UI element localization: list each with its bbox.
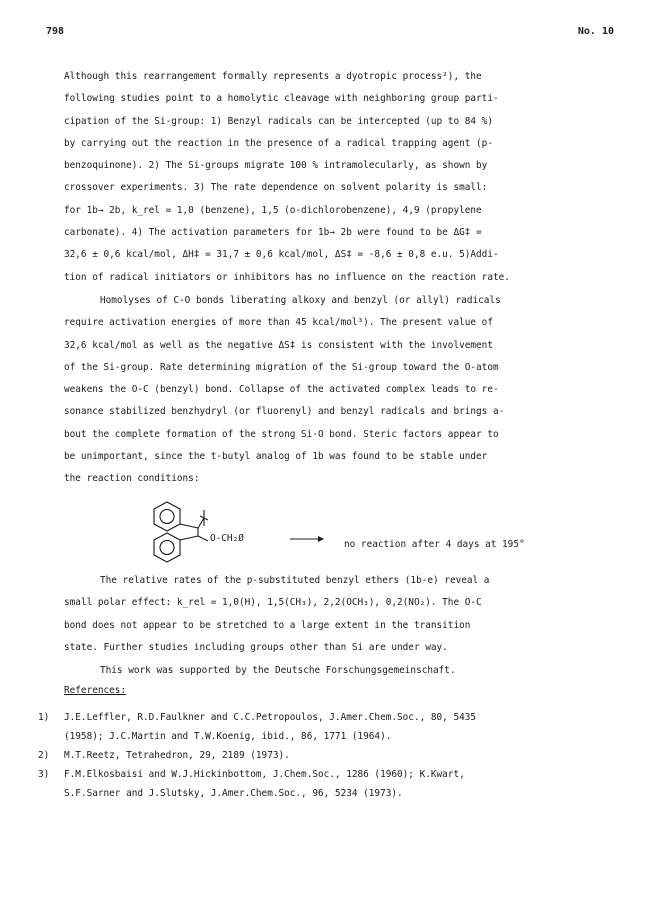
text-line: weakens the O-C (benzyl) bond. Collapse of the activated complex leads to re-	[64, 384, 499, 396]
references-heading: References:	[64, 685, 127, 696]
text-line: following studies point to a homolytic cleavage with neighboring group parti-	[64, 93, 499, 105]
text-line: bout the complete formation of the strong Si-O bond. Steric factors appear to	[64, 428, 499, 440]
fluorenyl-structure	[154, 502, 208, 562]
reference-number: 3)	[38, 769, 50, 780]
text-line: state. Further studies including groups other than Si are under way.	[64, 641, 448, 653]
tbutyl-bond	[198, 518, 204, 528]
text-line: cipation of the Si-group: 1) Benzyl radicals can be intercepted (up to 84 %)	[64, 115, 493, 127]
reaction-scheme	[140, 500, 600, 570]
reference-text: F.M.Elkosbaisi and W.J.Hickinbottom, J.Chem.Soc., 1286 (1960); K.Kwart, S.F.Sarner and J.Slutsky, J.Amer.Chem.Soc., 96, 5234 (1973).	[64, 769, 465, 799]
text-line: 32,6 kcal/mol as well as the negative ΔS‡ is consistent with the involvement	[64, 339, 493, 351]
text-line: carbonate). 4) The activation parameters for 1b→ 2b were found to be ΔG‡ =	[64, 227, 482, 239]
reaction-result: no reaction after 4 days at 195°	[344, 539, 525, 550]
text-line: The relative rates of the p-substituted benzyl ethers (1b-e) reveal a	[100, 575, 490, 586]
paragraph-homolysis	[64, 290, 612, 491]
paragraph-mechanism-evidence	[64, 66, 612, 289]
text-line: crossover experiments. 3) The rate dependence on solvent polarity is small:	[64, 182, 488, 194]
text-line: tion of radical initiators or inhibitors has no influence on the reaction rate.	[64, 271, 510, 283]
paragraph-polar-effect	[64, 570, 612, 659]
text-line: of the Si-group. Rate determining migration of the Si-group toward the O-atom	[64, 361, 499, 373]
acknowledgement: This work was supported by the Deutsche Forschungsgemeinschaft.	[100, 665, 456, 676]
aromatic-circle	[160, 541, 174, 555]
reference-text: J.E.Leffler, R.D.Faulkner and C.C.Petropoulos, J.Amer.Chem.Soc., 80, 5435 (1958); J.C.Martin and T.W.Koenig, ibid., 86, 1771 (1964).	[64, 712, 477, 742]
text-line: bond does not appear to be stretched to a large extent in the transition	[64, 619, 471, 631]
text-line: small polar effect: k_rel = 1,0(H), 1,5(CH₃), 2,2(OCH₃), 0,2(NO₂). The O-C	[64, 597, 482, 609]
reference-number: 1)	[38, 712, 50, 723]
benzene-ring-bottom	[154, 533, 180, 562]
arrow-head	[318, 536, 324, 542]
text-line: for 1b→ 2b, k_rel = 1,0 (benzene), 1,5 (o-dichlorobenzene), 4,9 (propylene	[64, 204, 482, 216]
ether-bond	[198, 536, 208, 541]
aromatic-circle	[160, 510, 174, 524]
text-line: 32,6 ± 0,6 kcal/mol, ΔH‡ = 31,7 ± 0,6 kcal/mol, ΔS‡ = -8,6 ± 0,8 e.u. 5)Addi-	[64, 249, 499, 261]
page-number: 798	[46, 26, 65, 37]
ether-substituent-label: O-CH₂Ø	[210, 533, 244, 544]
text-line: require activation energies of more than 45 kcal/mol³). The present value of	[64, 317, 493, 329]
text-line: by carrying out the reaction in the presence of a radical trapping agent (p-	[64, 137, 493, 149]
text-line: be unimportant, since the t-butyl analog of 1b was found to be stable under	[64, 451, 488, 463]
text-line: benzoquinone). 2) The Si-groups migrate 100 % intramolecularly, as shown by	[64, 160, 488, 172]
reference-number: 2)	[38, 750, 50, 761]
benzene-ring-top	[154, 502, 180, 531]
text-line: Homolyses of C-O bonds liberating alkoxy and benzyl (or allyl) radicals	[100, 295, 501, 306]
reference-text: M.T.Reetz, Tetrahedron, 29, 2189 (1973).	[64, 750, 290, 761]
text-line: sonance stabilized benzhydryl (or fluorenyl) and benzyl radicals and brings a-	[64, 406, 505, 418]
text-line: Although this rearrangement formally represents a dyotropic process²), the	[64, 71, 482, 82]
text-line: the reaction conditions:	[64, 473, 200, 485]
issue-number: No. 10	[577, 26, 614, 37]
